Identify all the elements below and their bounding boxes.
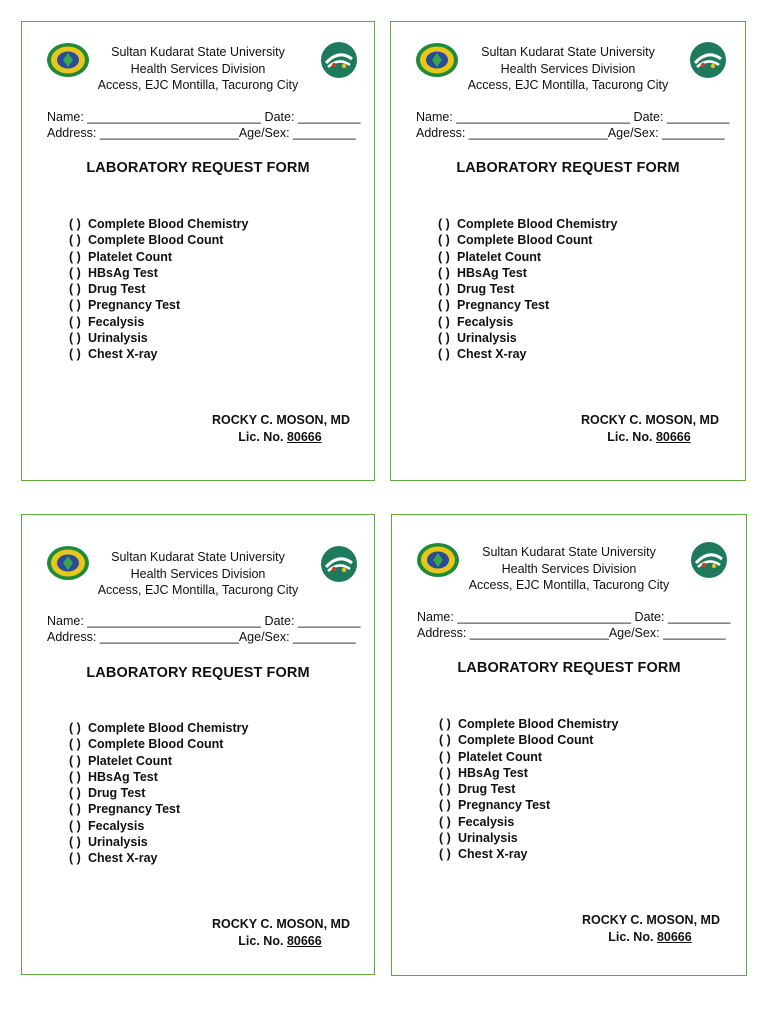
test-item[interactable] — [69, 281, 248, 297]
test-item[interactable] — [439, 732, 618, 748]
test-checkbox[interactable]: ( ) — [438, 347, 450, 362]
test-label: Complete Blood Count — [88, 233, 224, 248]
physician-name: ROCKY C. MOSON, MD — [212, 413, 350, 427]
test-checkbox[interactable]: ( ) — [439, 717, 451, 731]
campus-address: Access, EJC Montilla, Tacurong City — [97, 583, 299, 597]
test-checkbox[interactable]: ( ) — [438, 249, 450, 264]
institution-header — [391, 44, 745, 94]
test-label: HBsAg Test — [457, 265, 527, 280]
test-item[interactable] — [69, 314, 248, 330]
test-checkbox[interactable]: ( ) — [439, 733, 451, 748]
test-label: Pregnancy Test — [88, 802, 181, 817]
campus-address: Access, EJC Montilla, Tacurong City — [467, 78, 669, 92]
test-label: Complete Blood Chemistry — [88, 721, 249, 735]
test-checkbox[interactable]: ( ) — [439, 782, 451, 797]
test-checklist — [69, 216, 248, 363]
test-checklist — [439, 716, 618, 863]
form-title: LABORATORY REQUEST FORM — [457, 660, 681, 676]
test-label: Complete Blood Chemistry — [458, 717, 619, 731]
test-checkbox[interactable]: ( ) — [69, 265, 81, 280]
test-checkbox[interactable]: ( ) — [69, 851, 81, 866]
test-item[interactable] — [439, 846, 618, 862]
test-item[interactable] — [438, 249, 617, 265]
address-age-sex-field[interactable]: Address: ____________________Age/Sex: _________ — [47, 630, 356, 644]
test-item[interactable] — [439, 830, 618, 846]
test-label: Complete Blood Count — [457, 233, 593, 248]
test-item[interactable] — [439, 749, 618, 765]
test-item[interactable] — [69, 801, 248, 817]
test-checkbox[interactable]: ( ) — [438, 217, 450, 231]
test-label: Drug Test — [458, 782, 516, 797]
physician-name: ROCKY C. MOSON, MD — [581, 413, 719, 427]
test-checkbox[interactable]: ( ) — [439, 814, 451, 829]
test-item[interactable] — [438, 346, 617, 362]
test-checkbox[interactable]: ( ) — [69, 769, 81, 784]
test-label: Fecalysis — [88, 818, 145, 833]
test-checkbox[interactable]: ( ) — [438, 282, 450, 297]
test-checkbox[interactable]: ( ) — [69, 737, 81, 752]
test-item[interactable] — [69, 249, 248, 265]
physician-signature-block — [582, 912, 718, 945]
physician-signature-block — [212, 916, 348, 949]
test-item[interactable] — [69, 330, 248, 346]
license-line — [212, 429, 348, 446]
test-item[interactable] — [438, 297, 617, 313]
test-item[interactable] — [69, 736, 248, 752]
university-name: Sultan Kudarat State University — [111, 45, 285, 59]
license-line — [582, 929, 718, 946]
university-name: Sultan Kudarat State University — [482, 545, 656, 559]
license-label: Lic. No. — [238, 933, 284, 948]
test-checkbox[interactable]: ( ) — [69, 331, 81, 346]
physician-name: ROCKY C. MOSON, MD — [212, 917, 350, 931]
form-title: LABORATORY REQUEST FORM — [86, 160, 310, 176]
test-label: Platelet Count — [88, 249, 173, 264]
division-name: Health Services Division — [501, 561, 637, 576]
test-checklist — [438, 216, 617, 363]
test-checkbox[interactable]: ( ) — [438, 314, 450, 329]
test-item[interactable] — [69, 346, 248, 362]
institution-header — [392, 544, 746, 594]
test-label: Pregnancy Test — [457, 298, 550, 313]
test-label: Platelet Count — [88, 753, 173, 768]
test-item[interactable] — [69, 232, 248, 248]
test-checklist — [69, 720, 248, 867]
license-number: 80666 — [286, 933, 322, 948]
test-checkbox[interactable]: ( ) — [69, 347, 81, 362]
name-date-field[interactable]: Name: _________________________ Date: _________ — [416, 110, 730, 124]
test-label: Drug Test — [88, 786, 146, 801]
test-checkbox[interactable]: ( ) — [69, 721, 81, 735]
test-checkbox[interactable]: ( ) — [438, 331, 450, 346]
test-label: Drug Test — [88, 282, 146, 297]
name-date-field[interactable]: Name: _________________________ Date: _________ — [47, 614, 361, 628]
license-number: 80666 — [655, 429, 691, 444]
request-form-card-3 — [21, 514, 375, 975]
test-label: Fecalysis — [458, 814, 515, 829]
test-label: Complete Blood Count — [88, 737, 224, 752]
campus-address: Access, EJC Montilla, Tacurong City — [468, 578, 670, 592]
test-item[interactable] — [69, 834, 248, 850]
test-checkbox[interactable]: ( ) — [69, 282, 81, 297]
test-checkbox[interactable]: ( ) — [69, 786, 81, 801]
physician-signature-block — [212, 412, 348, 445]
test-checkbox[interactable]: ( ) — [69, 314, 81, 329]
test-item[interactable] — [69, 720, 248, 736]
test-label: Chest X-ray — [457, 347, 527, 362]
test-checkbox[interactable]: ( ) — [69, 217, 81, 231]
test-label: Chest X-ray — [88, 851, 158, 866]
division-name: Health Services Division — [130, 566, 266, 581]
institution-header — [22, 549, 374, 599]
test-checkbox[interactable]: ( ) — [438, 298, 450, 313]
test-label: Platelet Count — [457, 249, 542, 264]
test-label: Urinalysis — [88, 835, 148, 850]
test-item[interactable] — [439, 765, 618, 781]
test-label: Chest X-ray — [458, 847, 528, 862]
test-item[interactable] — [438, 232, 617, 248]
test-item[interactable] — [439, 716, 618, 732]
test-checkbox[interactable]: ( ) — [438, 265, 450, 280]
test-label: Fecalysis — [457, 314, 514, 329]
test-item[interactable] — [69, 769, 248, 785]
test-item[interactable] — [69, 753, 248, 769]
address-age-sex-field[interactable]: Address: ____________________Age/Sex: _________ — [47, 126, 356, 140]
name-date-field[interactable]: Name: _________________________ Date: _________ — [47, 110, 361, 124]
form-title: LABORATORY REQUEST FORM — [456, 160, 680, 176]
test-item[interactable] — [69, 297, 248, 313]
test-checkbox[interactable]: ( ) — [439, 798, 451, 813]
university-name: Sultan Kudarat State University — [481, 45, 655, 59]
request-form-card-1 — [21, 21, 375, 481]
address-age-sex-field[interactable]: Address: ____________________Age/Sex: _________ — [417, 626, 726, 640]
test-checkbox[interactable]: ( ) — [69, 753, 81, 768]
campus-address: Access, EJC Montilla, Tacurong City — [97, 78, 299, 92]
test-label: Complete Blood Chemistry — [457, 217, 618, 231]
test-checkbox[interactable]: ( ) — [439, 847, 451, 862]
test-label: Urinalysis — [457, 331, 517, 346]
test-checkbox[interactable]: ( ) — [438, 233, 450, 248]
test-label: Pregnancy Test — [458, 798, 551, 813]
test-checkbox[interactable]: ( ) — [439, 749, 451, 764]
test-item[interactable] — [439, 797, 618, 813]
test-item[interactable] — [438, 265, 617, 281]
test-label: Chest X-ray — [88, 347, 158, 362]
test-checkbox[interactable]: ( ) — [69, 233, 81, 248]
test-item[interactable] — [438, 330, 617, 346]
test-item[interactable] — [69, 785, 248, 801]
test-item[interactable] — [438, 281, 617, 297]
test-item[interactable] — [439, 814, 618, 830]
test-label: Pregnancy Test — [88, 298, 181, 313]
test-label: Urinalysis — [458, 831, 518, 846]
name-date-field[interactable]: Name: _________________________ Date: _________ — [417, 610, 731, 624]
license-line — [212, 933, 348, 950]
test-label: Fecalysis — [88, 314, 145, 329]
form-title: LABORATORY REQUEST FORM — [86, 665, 310, 681]
university-name: Sultan Kudarat State University — [111, 550, 285, 564]
test-item[interactable] — [69, 818, 248, 834]
test-checkbox[interactable]: ( ) — [69, 249, 81, 264]
request-form-card-2 — [390, 21, 746, 481]
division-name: Health Services Division — [130, 61, 266, 76]
test-item[interactable] — [439, 781, 618, 797]
test-item[interactable] — [69, 216, 248, 232]
test-label: Drug Test — [457, 282, 515, 297]
test-label: Complete Blood Chemistry — [88, 217, 249, 231]
test-checkbox[interactable]: ( ) — [439, 831, 451, 846]
test-checkbox[interactable]: ( ) — [69, 835, 81, 850]
test-label: Complete Blood Count — [458, 733, 594, 748]
test-label: HBsAg Test — [458, 765, 528, 780]
division-name: Health Services Division — [500, 61, 636, 76]
test-label: Urinalysis — [88, 331, 148, 346]
physician-signature-block — [581, 412, 717, 445]
test-label: HBsAg Test — [88, 265, 158, 280]
test-checkbox[interactable]: ( ) — [439, 765, 451, 780]
test-item[interactable] — [69, 850, 248, 866]
test-checkbox[interactable]: ( ) — [69, 298, 81, 313]
license-label: Lic. No. — [608, 929, 654, 944]
test-item[interactable] — [69, 265, 248, 281]
address-age-sex-field[interactable]: Address: ____________________Age/Sex: _________ — [416, 126, 725, 140]
institution-header — [22, 44, 374, 94]
test-checkbox[interactable]: ( ) — [69, 818, 81, 833]
test-label: HBsAg Test — [88, 769, 158, 784]
test-checkbox[interactable]: ( ) — [69, 802, 81, 817]
license-label: Lic. No. — [238, 429, 284, 444]
test-label: Platelet Count — [458, 749, 543, 764]
license-line — [581, 429, 717, 446]
test-item[interactable] — [438, 216, 617, 232]
license-number: 80666 — [656, 929, 692, 944]
physician-name: ROCKY C. MOSON, MD — [582, 913, 720, 927]
request-form-card-4 — [391, 514, 747, 976]
license-label: Lic. No. — [607, 429, 653, 444]
license-number: 80666 — [286, 429, 322, 444]
test-item[interactable] — [438, 314, 617, 330]
